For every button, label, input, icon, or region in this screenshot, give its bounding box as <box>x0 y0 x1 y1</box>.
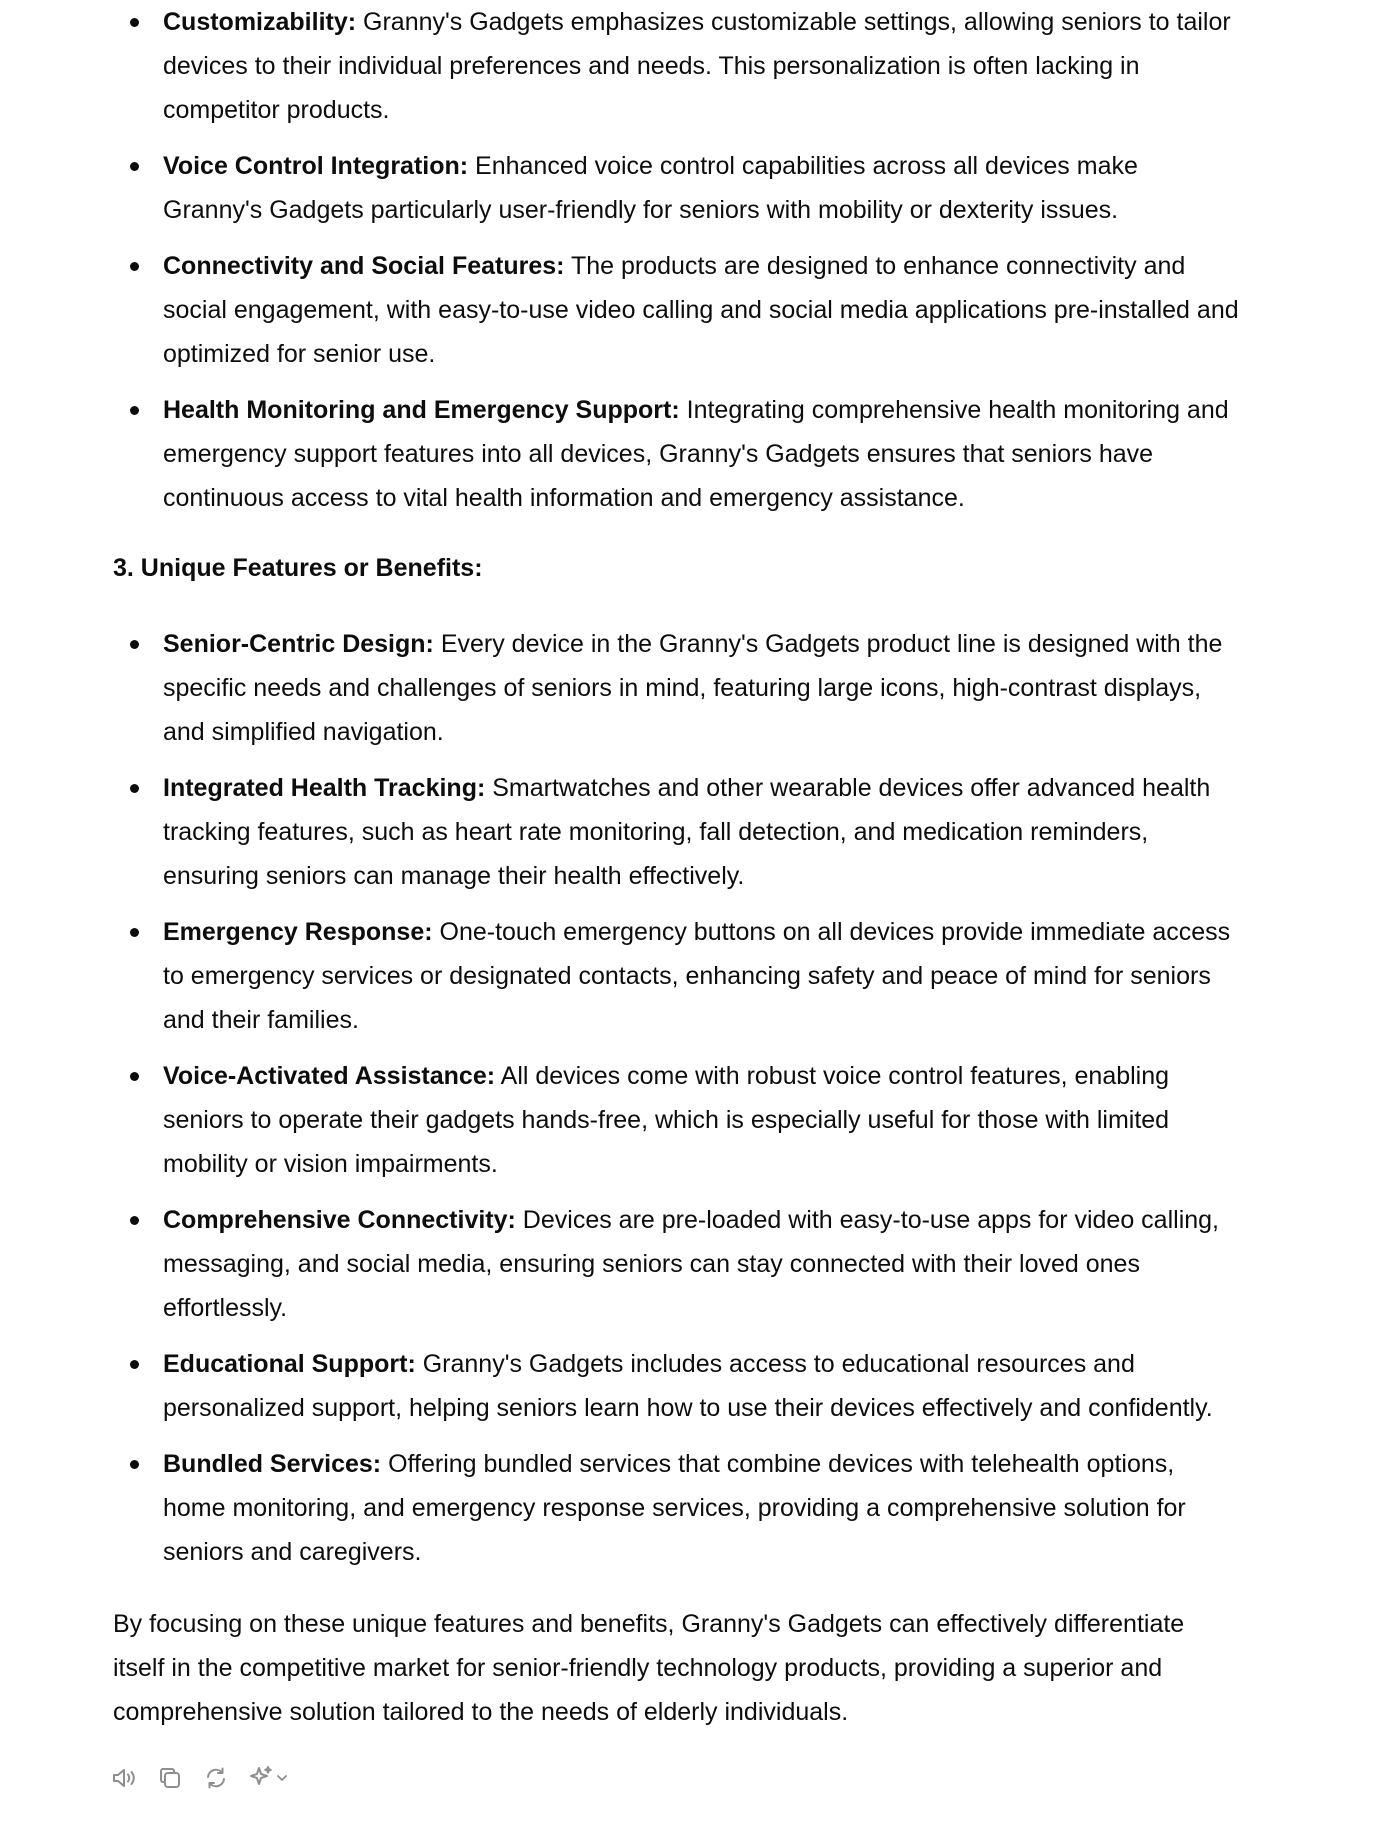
list-item-text: Smartwatches and other wearable devices offer advanced health tracking features, such as heart rate monitoring, fall detection, and medication reminders, ensuring seniors can manage their health effectively. <box>163 774 1211 890</box>
regenerate-icon <box>202 1764 230 1792</box>
list-item-term: Voice Control Integration: <box>163 152 469 180</box>
list-item <box>113 1054 1243 1186</box>
list-item <box>113 766 1243 898</box>
list-item-text: The products are designed to enhance connectivity and social engagement, with easy-to-use video calling and social media applications pre-installed and optimized for senior use. <box>163 252 1239 368</box>
list-item <box>113 1342 1243 1430</box>
list-item <box>113 0 1243 132</box>
speaker-icon <box>110 1764 138 1792</box>
list-item-term: Integrated Health Tracking: <box>163 774 486 802</box>
regenerate-button[interactable] <box>198 1760 234 1796</box>
list-item-term: Comprehensive Connectivity: <box>163 1206 516 1234</box>
list-item-text: Granny's Gadgets includes access to educational resources and personalized support, helping seniors learn how to use their devices effectively and confidently. <box>163 1350 1213 1422</box>
list-item-text: One-touch emergency buttons on all devices provide immediate access to emergency services or designated contacts, enhancing safety and peace of mind for seniors and their families. <box>163 918 1231 1034</box>
closing-paragraph: By focusing on these unique features and benefits, Granny's Gadgets can effectively differentiate itself in the competitive market for senior-friendly technology products, providing a superior and comprehensive solution tailored to the needs of elderly individuals. <box>113 1610 1185 1726</box>
list-item-term: Health Monitoring and Emergency Support: <box>163 396 680 424</box>
list-item-term: Voice-Activated Assistance: <box>163 1062 496 1090</box>
list-item-text: Integrating comprehensive health monitoring and emergency support features into all devices, Granny's Gadgets ensures that seniors have continuous access to vital health information and emergency assistance. <box>163 396 1229 512</box>
list-item <box>113 144 1243 232</box>
copy-icon <box>156 1764 184 1792</box>
copy-button[interactable] <box>152 1760 188 1796</box>
list-item <box>113 244 1243 376</box>
list-item <box>113 388 1243 520</box>
list-item-term: Connectivity and Social Features: <box>163 252 565 280</box>
list-item-text: All devices come with robust voice control features, enabling seniors to operate their gadgets hands-free, which is especially useful for those with limited mobility or vision impairments. <box>163 1062 1170 1178</box>
chevron-down-icon <box>275 1771 289 1785</box>
message-action-toolbar <box>106 1760 292 1796</box>
list-item <box>113 1442 1243 1574</box>
list-item-text: Devices are pre-loaded with easy-to-use apps for video calling, messaging, and social media, ensuring seniors can stay connected with their loved ones effortlessly. <box>163 1206 1219 1322</box>
feature-list-differentiators <box>113 0 1243 520</box>
read-aloud-button[interactable] <box>106 1760 142 1796</box>
list-item-term: Customizability: <box>163 8 357 36</box>
list-item <box>113 1198 1243 1330</box>
list-item-text: Granny's Gadgets emphasizes customizable settings, allowing seniors to tailor devices to their individual preferences and needs. This personalization is often lacking in competitor products. <box>163 8 1231 124</box>
list-item-text: Offering bundled services that combine devices with telehealth options, home monitoring, and emergency response services, providing a comprehensive solution for seniors and caregivers. <box>163 1450 1186 1566</box>
list-item-term: Bundled Services: <box>163 1450 382 1478</box>
list-item-term: Emergency Response: <box>163 918 433 946</box>
assistant-message <box>113 0 1243 1759</box>
list-item-term: Senior-Centric Design: <box>163 630 434 658</box>
feature-list-unique-benefits <box>113 622 1243 1574</box>
list-item <box>113 622 1243 754</box>
list-item-text: Enhanced voice control capabilities across all devices make Granny's Gadgets particularly user-friendly for seniors with mobility or dexterity issues. <box>163 152 1138 224</box>
list-item <box>113 910 1243 1042</box>
model-switch-button[interactable] <box>244 1760 292 1796</box>
section-heading: 3. Unique Features or Benefits: <box>113 554 483 582</box>
sparkle-icon <box>247 1764 275 1792</box>
list-item-term: Educational Support: <box>163 1350 416 1378</box>
list-item-text: Every device in the Granny's Gadgets product line is designed with the specific needs and challenges of seniors in mind, featuring large icons, high-contrast displays, and simplified navigation. <box>163 630 1223 746</box>
